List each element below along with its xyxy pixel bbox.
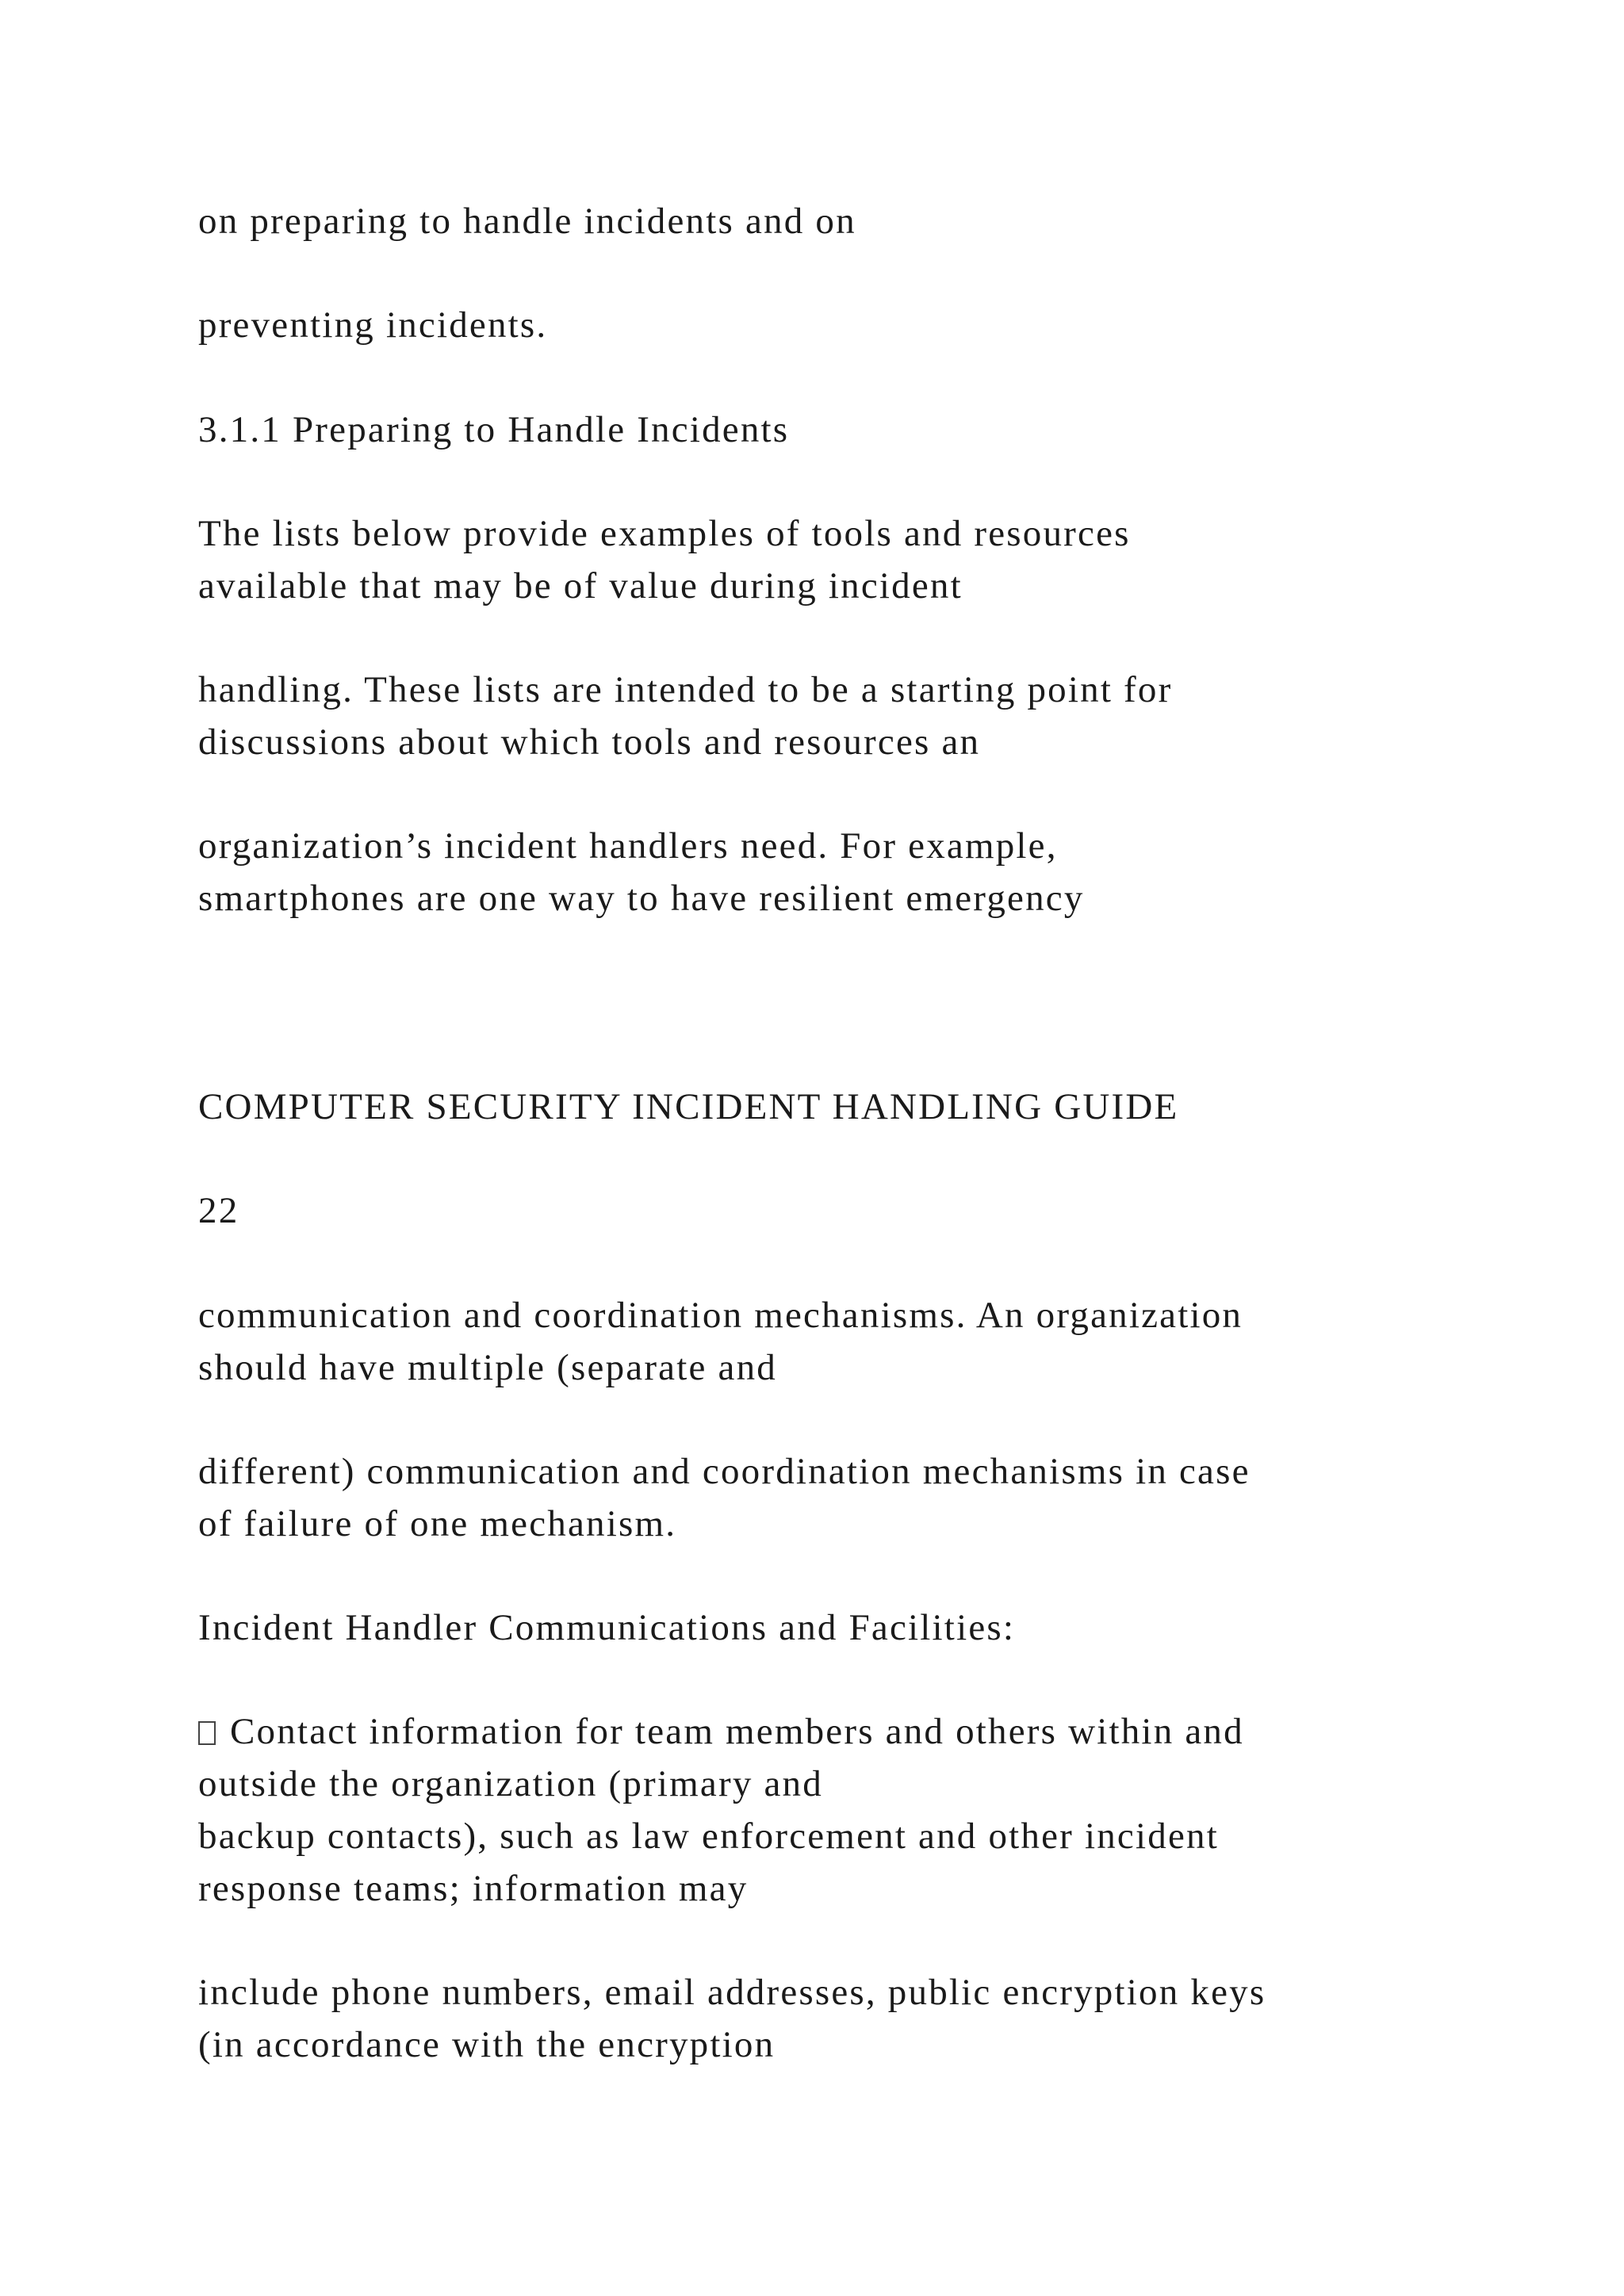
running-header: COMPUTER SECURITY INCIDENT HANDLING GUIDE: [198, 1086, 1179, 1127]
body-text-line: on preparing to handle incidents and on: [198, 201, 856, 242]
missing-glyph-bullet-icon: [198, 1721, 216, 1745]
body-text-line: communication and coordination mechanisms. An organization: [198, 1295, 1243, 1336]
body-text-line: preventing incidents.: [198, 304, 548, 346]
list-item: [198, 1713, 1244, 1751]
body-text-line: outside the organization (primary and: [198, 1763, 823, 1804]
body-text-line: (in accordance with the encryption: [198, 2024, 776, 2065]
body-text-line: backup contacts), such as law enforcement and other incident: [198, 1816, 1219, 1857]
page-number: 22: [198, 1190, 239, 1231]
section-heading: 3.1.1 Preparing to Handle Incidents: [198, 409, 790, 450]
body-text-line: include phone numbers, email addresses, public encryption keys: [198, 1972, 1266, 2013]
body-text-line: smartphones are one way to have resilient emergency: [198, 878, 1085, 919]
body-text-line: organization’s incident handlers need. For example,: [198, 825, 1058, 867]
body-text-line: The lists below provide examples of tools and resources: [198, 513, 1131, 554]
body-text-line: should have multiple (separate and: [198, 1347, 777, 1388]
body-text-line: response teams; information may: [198, 1868, 749, 1909]
list-heading: Incident Handler Communications and Facilities:: [198, 1607, 1016, 1648]
body-text-line: handling. These lists are intended to be a starting point for: [198, 669, 1173, 710]
list-item-text: Contact information for team members and others within and: [230, 1711, 1244, 1752]
body-text-line: available that may be of value during incident: [198, 565, 963, 607]
body-text-line: discussions about which tools and resources an: [198, 721, 981, 763]
body-text-line: of failure of one mechanism.: [198, 1503, 677, 1544]
body-text-line: different) communication and coordination mechanisms in case: [198, 1451, 1251, 1492]
